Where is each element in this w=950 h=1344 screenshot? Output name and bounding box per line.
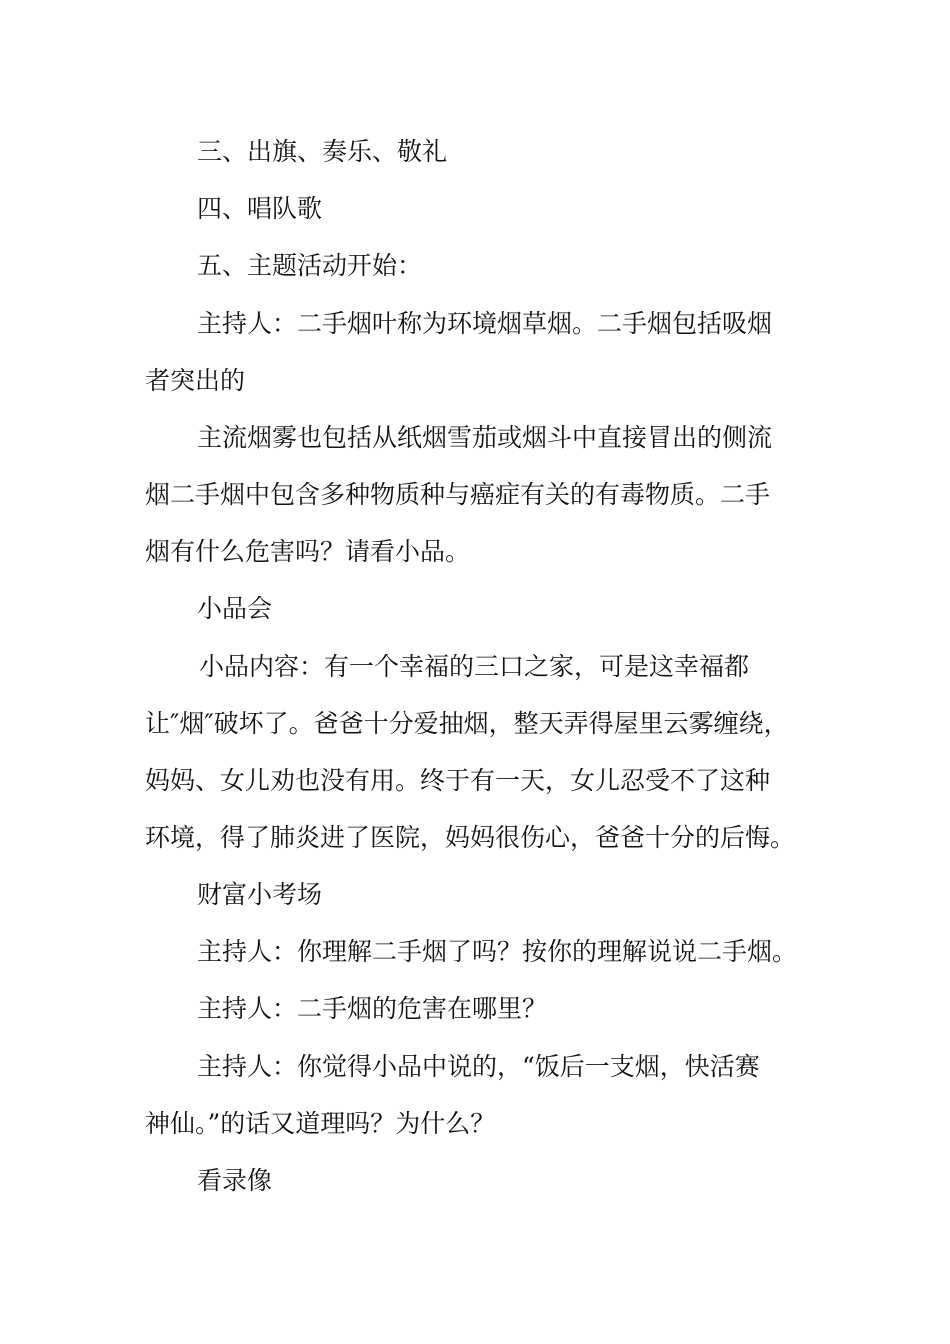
paragraph-line: 主持人：二手烟叶称为环境烟草烟。二手烟包括吸烟 — [197, 309, 773, 338]
paragraph-line: 烟有什么危害吗？请看小品。 — [145, 537, 471, 566]
section-heading-flag-ceremony: 三、出旗、奏乐、敬礼 — [197, 137, 448, 166]
paragraph-line: 者突出的 — [145, 366, 246, 395]
paragraph-line: 主流烟雾也包括从纸烟雪茄或烟斗中直接冒出的侧流 — [197, 423, 773, 452]
section-heading-activity-start: 五、主题活动开始： — [197, 251, 423, 280]
paragraph-line: 烟二手烟中包含多种物质种与癌症有关的有毒物质。二手 — [145, 480, 771, 509]
paragraph-line: 环境，得了肺炎进了医院，妈妈很伤心，爸爸十分的后悔。 — [145, 823, 796, 852]
paragraph-line: 主持人：你觉得小品中说的，“饭后一支烟，快活赛 — [197, 1052, 760, 1081]
paragraph-line: 主持人：你理解二手烟了吗？按你的理解说说二手烟。 — [197, 937, 798, 966]
paragraph-line: 小品内容：有一个幸福的三口之家，可是这幸福都 — [199, 652, 750, 681]
subheading-skit: 小品会 — [197, 594, 273, 623]
subheading-quiz: 财富小考场 — [197, 880, 323, 909]
paragraph-line: 让″烟″破坏了。爸爸十分爱抽烟，整天弄得屋里云雾缠绕， — [145, 709, 789, 738]
subheading-video: 看录像 — [197, 1166, 273, 1195]
paragraph-line: 神仙。”的话又道理吗？为什么？ — [145, 1109, 496, 1138]
paragraph-line: 主持人：二手烟的危害在哪里？ — [197, 994, 548, 1023]
paragraph-line: 妈妈、女儿劝也没有用。终于有一天，女儿忍受不了这种 — [145, 766, 771, 795]
section-heading-team-song: 四、唱队歌 — [197, 194, 323, 223]
